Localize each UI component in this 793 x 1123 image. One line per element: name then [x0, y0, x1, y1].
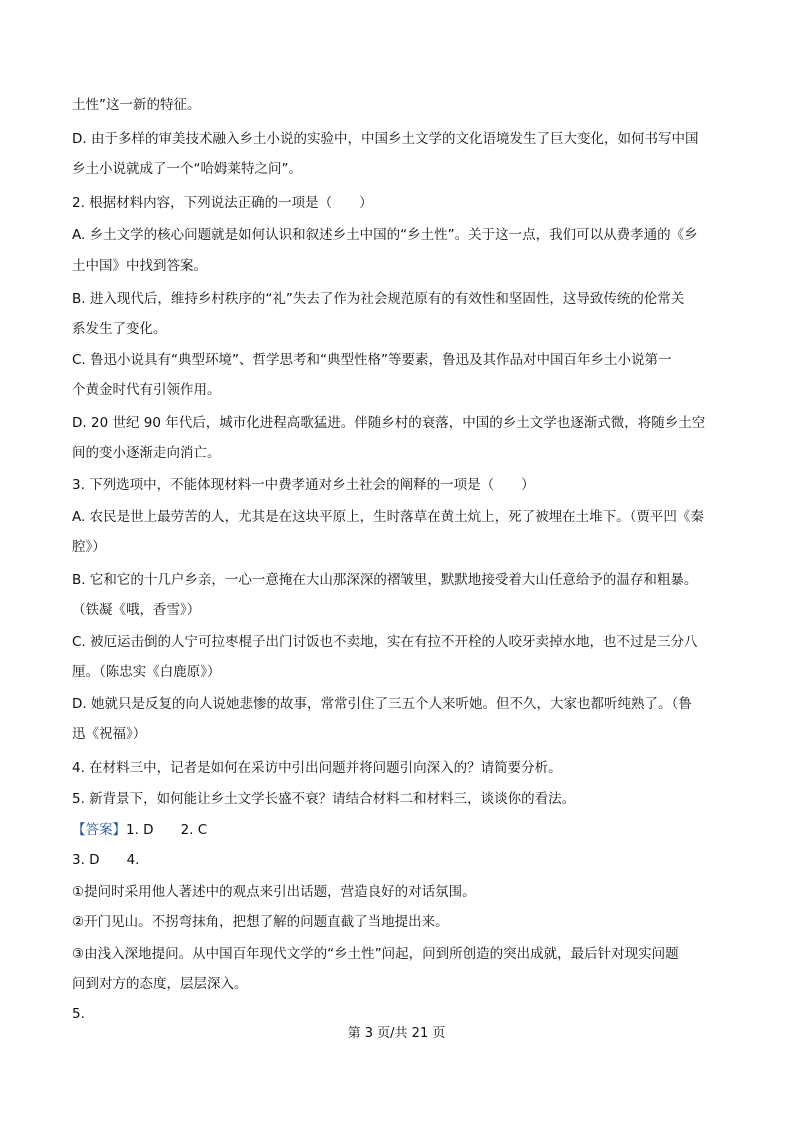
question-4: 4. 在材料三中，记者是如何在采访中引出问题并将问题引向深入的？请简要分析。: [72, 760, 562, 776]
option-a: A. 农民是世上最劳苦的人，尤其是在这块平原上，生时落草在黄土炕上，死了被埋在土堆下。（贾平凹《秦: [72, 509, 704, 525]
text-line: 土性”这一新的特征。: [72, 97, 201, 113]
answer-tag: 【答案】: [72, 822, 126, 838]
text-line: 乡土小说就成了一个“哈姆莱特之问”。: [72, 161, 302, 177]
question-2: 2. 根据材料内容，下列说法正确的一项是（ ）: [72, 195, 373, 211]
option-c: C. 被厄运击倒的人宁可拉枣棍子出门讨饭也不卖地，实在有拉不开栓的人咬牙卖掉水地，也不过是三分八: [72, 634, 698, 650]
option-c: C. 鲁迅小说具有“典型环境”、哲学思考和“典型性格”等要素，鲁迅及其作品对中国百年乡土小说第一: [72, 352, 672, 368]
text-line: 腔》）: [72, 539, 106, 555]
option-b: B. 它和它的十几户乡亲，一心一意掩在大山那深深的褶皱里，默默地接受着大山任意给予的温存和粗暴。: [72, 572, 698, 588]
text-line: 间的变小逐渐走向消亡。: [72, 445, 221, 461]
answer-line: [72, 820, 732, 840]
option-b: B. 进入现代后，维持乡村秩序的“礼”失去了作为社会规范原有的有效性和坚固性，这导致传统的伦常关: [72, 291, 685, 307]
text-line: 问到对方的态度，层层深入。: [72, 976, 248, 992]
answer-point-3: ③由浅入深地提问。从中国百年现代文学的“乡土性”问起，问到所创造的突出成就，最后针对现实问题: [72, 946, 679, 962]
answer-line: 3. D 4.: [72, 852, 140, 868]
text-line: D. 由于多样的审美技术融入乡土小说的实验中，中国乡土文学的文化语境发生了巨大变化，如何书写中国: [72, 131, 699, 147]
answer-line: 5.: [72, 1006, 85, 1022]
answer-point-2: ②开门见山。不拐弯抹角，把想了解的问题直截了当地提出来。: [72, 914, 449, 930]
question-5: 5. 新背景下，如何能让乡土文学长盛不衰？请结合材料二和材料三，谈谈你的看法。: [72, 791, 576, 807]
text-line: 个黄金时代有引领作用。: [72, 382, 221, 398]
text-line: 迅《祝福》）: [72, 726, 147, 742]
text-line: 系发生了变化。: [72, 321, 167, 337]
question-3: 3. 下列选项中，不能体现材料一中费孝通对乡土社会的阐释的一项是（ ）: [72, 477, 535, 493]
text-line: （铁凝《哦，香雪》）: [72, 602, 201, 618]
text-line: 土中国》中找到答案。: [72, 258, 207, 274]
option-d: D. 20 世纪 90 年代后，城市化进程高歌猛进。伴随乡村的衰落，中国的乡土文学也逐渐式微，将随乡土空: [72, 415, 706, 431]
answer-point-1: ①提问时采用他人著述中的观点来引出话题，营造良好的对话氛围。: [72, 884, 476, 900]
text-line: 厘。（陈忠实《白鹿原》）: [72, 664, 221, 680]
answer-text: 1. D 2. C: [126, 822, 208, 838]
option-a: A. 乡土文学的核心问题就是如何认识和叙述乡土中国的“乡土性”。关于这一点，我们可以从费孝通的《乡: [72, 227, 698, 243]
page-number: 第 3 页/共 21 页: [347, 1026, 446, 1041]
option-d: D. 她就只是反复的向人说她悲惨的故事，常常引住了三五个人来听她。但不久，大家也都听纯熟了。（鲁: [72, 696, 692, 712]
